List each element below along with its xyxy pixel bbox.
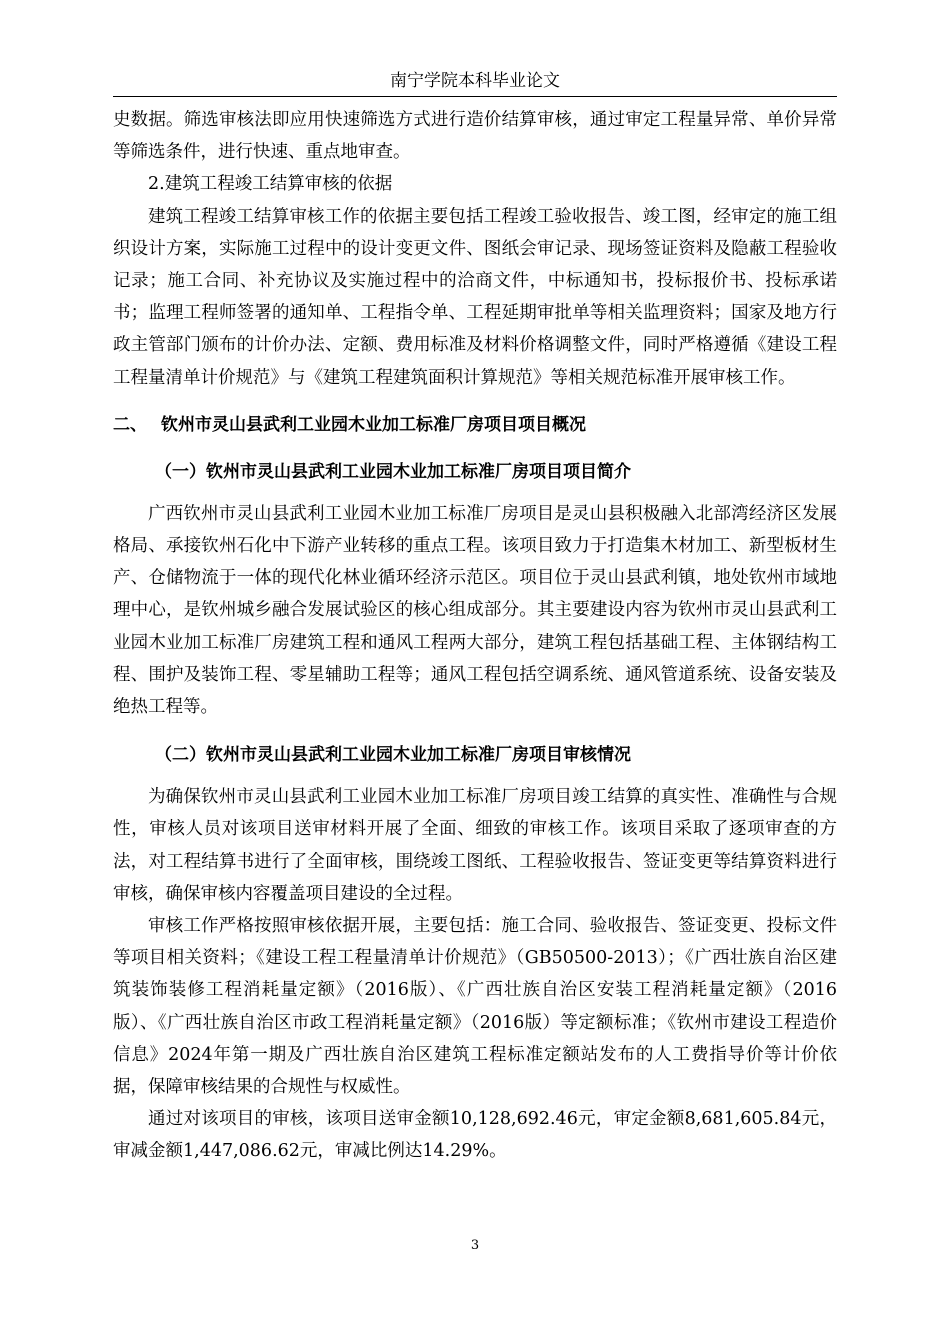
- page-body: [113, 104, 837, 1168]
- subheading: 2.建筑工程竣工结算审核的依据: [148, 174, 393, 195]
- paragraph: 通过对该项目的审核，该项目送审金额10,128,692.46元，审定金额8,681,605.84元，审减金额1,447,086.62元，审减比例达14.29%。: [113, 1109, 837, 1162]
- section-title: 钦州市灵山县武利工业园木业加工标准厂房项目项目概况: [161, 414, 586, 435]
- paragraph: 审核工作严格按照审核依据开展，主要包括：施工合同、验收报告、签证变更、投标文件等项目相关资料；《建设工程工程量清单计价规范》（GB50500-2013）；《广西壮族自治区建筑装饰装修工程消耗量定额》（2016版）、《广西壮族自治区安装工程消耗量定额》（2016版）、《广西壮族自治区市政工程消耗量定额》（2016版）等定额标准；《钦州市建设工程造价信息》2024年第一期及广西壮族自治区建筑工程标准定额站发布的人工费指导价等计价依据，保障审核结果的合规性与权威性。: [113, 916, 837, 1098]
- paragraph: 为确保钦州市灵山县武利工业园木业加工标准厂房项目竣工结算的真实性、准确性与合规性，审核人员对该项目送审材料开展了全面、细致的审核工作。该项目采取了逐项审查的方法，对工程结算书进行了全面审核，围绕竣工图纸、工程验收报告、签证变更等结算资料进行审核，确保审核内容覆盖项目建设的全过程。: [113, 787, 837, 904]
- section-heading: [113, 409, 837, 441]
- header-rule: [113, 96, 837, 97]
- subsection-heading: （一）钦州市灵山县武利工业园木业加工标准厂房项目项目简介: [155, 461, 631, 482]
- paragraph: 广西钦州市灵山县武利工业园木业加工标准厂房项目是灵山县积极融入北部湾经济区发展格局、承接钦州石化中下游产业转移的重点工程。该项目致力于打造集木材加工、新型板材生产、仓储物流于一体的现代化林业循环经济示范区。项目位于灵山县武利镇，地处钦州市域地理中心，是钦州城乡融合发展试验区的核心组成部分。其主要建设内容为钦州市灵山县武利工业园木业加工标准厂房建筑工程和通风工程两大部分，建筑工程包括基础工程、主体钢结构工程、围护及装饰工程、零星辅助工程等；通风工程包括空调系统、通风管道系统、设备安装及绝热工程等。: [113, 503, 837, 718]
- paragraph: 史数据。筛选审核法即应用快速筛选方式进行造价结算审核，通过审定工程量异常、单价异常等筛选条件，进行快速、重点地审查。: [113, 110, 837, 163]
- paragraph: 建筑工程竣工结算审核工作的依据主要包括工程竣工验收报告、竣工图，经审定的施工组织设计方案，实际施工过程中的设计变更文件、图纸会审记录、现场签证资料及隐蔽工程验收记录；施工合同、补充协议及实施过程中的洽商文件，中标通知书，投标报价书、投标承诺书；监理工程师签署的通知单、工程指令单、工程延期审批单等相关监理资料；国家及地方行政主管部门颁布的计价办法、定额、费用标准及材料价格调整文件，同时严格遵循《建设工程工程量清单计价规范》与《建筑工程建筑面积计算规范》等相关规范标准开展审核工作。: [113, 206, 837, 388]
- subsection-heading: （二）钦州市灵山县武利工业园木业加工标准厂房项目审核情况: [155, 745, 631, 766]
- running-header: 南宁学院本科毕业论文: [390, 71, 560, 91]
- section-number: 二、: [113, 414, 147, 435]
- page-number: 3: [470, 1238, 480, 1253]
